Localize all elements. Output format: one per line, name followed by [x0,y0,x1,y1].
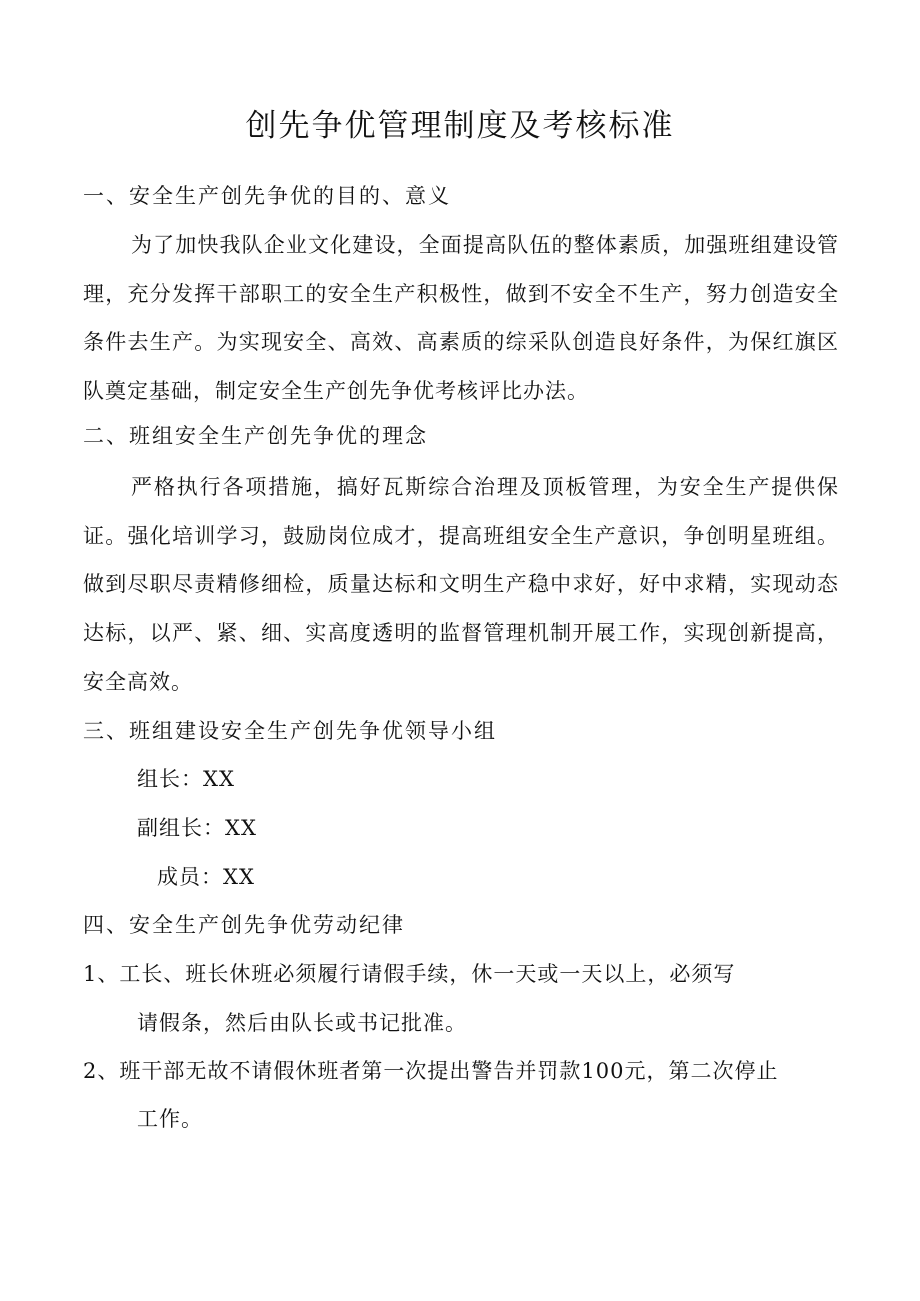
member-deputy-leader: 副组长：XX [137,816,257,840]
section-paragraph-purpose: 为了加快我队企业文化建设，全面提高队伍的整体素质，加强班组建设管理，充分发挥干部职工的安全生产积极性，做到不安全不生产，努力创造安全条件去生产。为实现安全、高效、高素质的综采队创造良好条件，为保红旗区队奠定基础，制定安全生产创先争优考核评比办法。 [83,233,839,404]
section-heading-discipline: 四、安全生产创先争优劳动纪律 [83,913,405,937]
section-heading-purpose: 一、安全生产创先争优的目的、意义 [83,184,451,208]
section-heading-concept: 二、班组安全生产创先争优的理念 [83,424,428,448]
rule-item-2: 2、班干部无故不请假休班者第一次提出警告并罚款100元，第二次停止 [83,1059,779,1083]
section-heading-leadership-group: 三、班组建设安全生产创先争优领导小组 [83,719,497,743]
rule-item-2-continuation: 工作。 [137,1107,203,1131]
document-title: 创先争优管理制度及考核标准 [245,108,675,144]
member-members: 成员：XX [157,865,255,889]
rule-item-1-continuation: 请假条，然后由队长或书记批准。 [137,1011,467,1035]
section-paragraph-concept: 严格执行各项措施，搞好瓦斯综合治理及顶板管理，为安全生产提供保证。强化培训学习，鼓励岗位成才，提高班组安全生产意识，争创明星班组。做到尽职尽责精修细检，质量达标和文明生产稳中求好，好中求精，实现动态达标，以严、紧、细、实高度透明的监督管理机制开展工作，实现创新提高，安全高效。 [83,475,839,694]
member-group-leader: 组长：XX [137,767,235,791]
rule-item-1: 1、工长、班长休班必须履行请假手续，休一天或一天以上，必须写 [83,962,736,986]
